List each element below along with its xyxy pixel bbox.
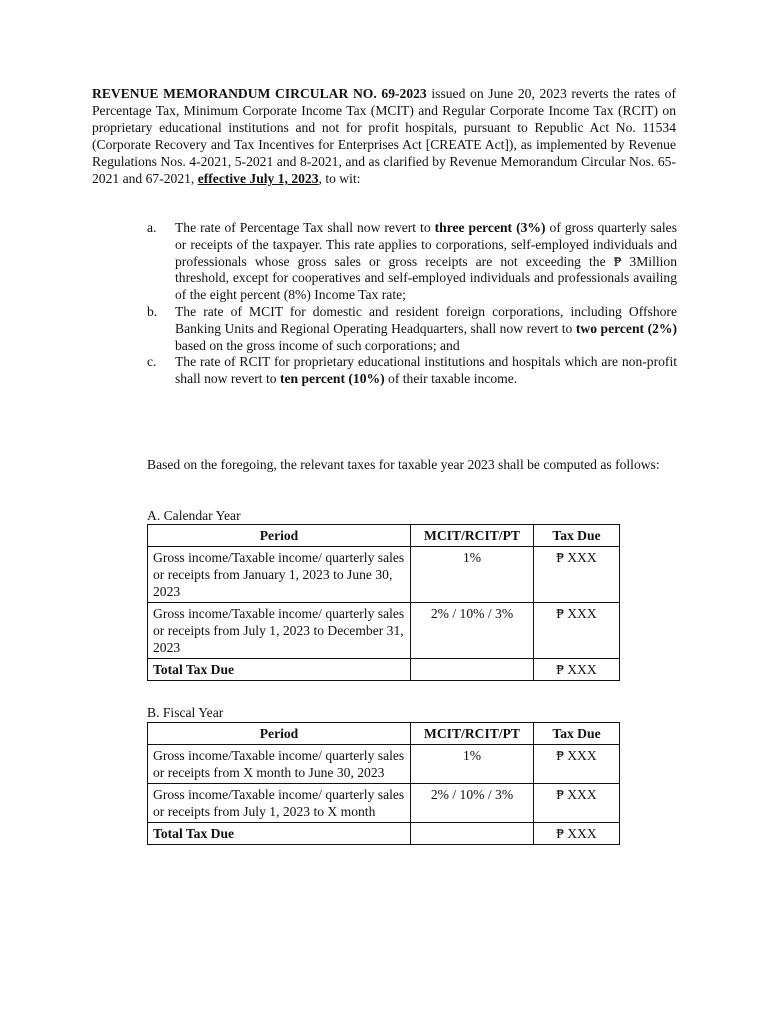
tax-due-cell: ₱ XXX	[534, 547, 620, 603]
list-item-text: The rate of Percentage Tax shall now revert to	[175, 220, 435, 235]
total-row	[148, 823, 620, 845]
list-item-text: The rate of MCIT for domestic and resident foreign corporations, including Offshore Banking Units and Regional Operating Headquarters, shall now revert to	[175, 303, 677, 336]
tax-due-cell: ₱ XXX	[534, 603, 620, 659]
list-item-rate: three percent (3%)	[434, 220, 546, 235]
list-item-rate: ten percent (10%)	[279, 371, 385, 387]
list-marker: b.	[147, 303, 158, 319]
effective-date: effective July 1, 2023	[197, 171, 319, 186]
column-header-tax-due: Tax Due	[534, 525, 620, 547]
table-row	[148, 784, 620, 823]
tax-due-cell: ₱ XXX	[534, 745, 620, 784]
list-item	[147, 304, 677, 354]
total-label-cell: Total Tax Due	[148, 659, 411, 681]
table-header-row	[148, 723, 620, 745]
list-item	[147, 354, 677, 388]
list-item-text: based on the gross income of such corporations; and	[175, 337, 460, 353]
fiscal-year-caption: B. Fiscal Year	[147, 705, 224, 720]
total-label-cell: Total Tax Due	[148, 823, 411, 845]
period-cell: Gross income/Taxable income/ quarterly sales or receipts from X month to June 30, 2023	[148, 745, 411, 784]
column-header-period: Period	[148, 525, 411, 547]
period-cell: Gross income/Taxable income/ quarterly sales or receipts from January 1, 2023 to June 30, 2023	[148, 547, 411, 603]
column-header-rate: MCIT/RCIT/PT	[411, 525, 534, 547]
computation-paragraph: Based on the foregoing, the relevant taxes for taxable year 2023 shall be computed as follows:	[147, 457, 660, 472]
list-item	[147, 220, 677, 304]
list-marker: c.	[147, 354, 157, 370]
rate-list	[147, 220, 677, 388]
calendar-year-table	[147, 524, 620, 681]
rate-cell: 1%	[411, 745, 534, 784]
list-item-text: The rate of RCIT for proprietary educational institutions and hospitals which are non-profit shall now revert to	[175, 354, 677, 387]
list-item-rate: two percent (2%)	[575, 320, 678, 336]
list-marker: a.	[147, 220, 157, 235]
period-cell: Gross income/Taxable income/ quarterly sales or receipts from July 1, 2023 to December 31, 2023	[148, 603, 411, 659]
period-cell: Gross income/Taxable income/ quarterly sales or receipts from July 1, 2023 to X month	[148, 784, 411, 823]
intro-text-end: , to wit:	[318, 171, 361, 186]
table-header-row	[148, 525, 620, 547]
tax-due-cell: ₱ XXX	[534, 784, 620, 823]
list-item-text: of their taxable income.	[384, 371, 518, 387]
rate-cell	[411, 659, 534, 681]
column-header-rate: MCIT/RCIT/PT	[411, 723, 534, 745]
intro-text: issued on June 20, 2023 reverts the rates of Percentage Tax, Minimum Corporate Income Tax (MCIT) and Regular Corporate Income Tax (RCIT) on proprietary educational institutions and not for profit hospitals, pursuant to Republic Act No. 11534 (Corporate Recovery and Tax Incentives for Enterprises Act [CREATE Act]), as implemented by Revenue Regulations Nos. 4-2021, 5-2021 and 8-2021, and as clarified by Revenue Memorandum Circular Nos. 65-2021 and 67-2021,	[92, 86, 676, 186]
rate-cell: 2% / 10% / 3%	[411, 784, 534, 823]
total-row	[148, 659, 620, 681]
table-row	[148, 547, 620, 603]
rate-cell	[411, 823, 534, 845]
total-tax-due-cell: ₱ XXX	[534, 823, 620, 845]
circular-title: REVENUE MEMORANDUM CIRCULAR NO. 69-2023	[92, 86, 427, 101]
total-tax-due-cell: ₱ XXX	[534, 659, 620, 681]
fiscal-year-table	[147, 722, 620, 845]
table-row	[148, 603, 620, 659]
intro-paragraph	[92, 85, 676, 187]
list-item-text: of gross quarterly sales or receipts of the taxpayer. This rate applies to corporations, self-employed individuals and professionals whose gross sales or gross receipts are not exceeding the ₱ 3Million threshold, except for cooperatives and self-employed individuals and professionals availing of the eight percent (8%) Income Tax rate;	[175, 220, 677, 303]
column-header-tax-due: Tax Due	[534, 723, 620, 745]
rate-cell: 2% / 10% / 3%	[411, 603, 534, 659]
table-row	[148, 745, 620, 784]
calendar-year-caption: A. Calendar Year	[147, 508, 241, 523]
rate-cell: 1%	[411, 547, 534, 603]
column-header-period: Period	[148, 723, 411, 745]
